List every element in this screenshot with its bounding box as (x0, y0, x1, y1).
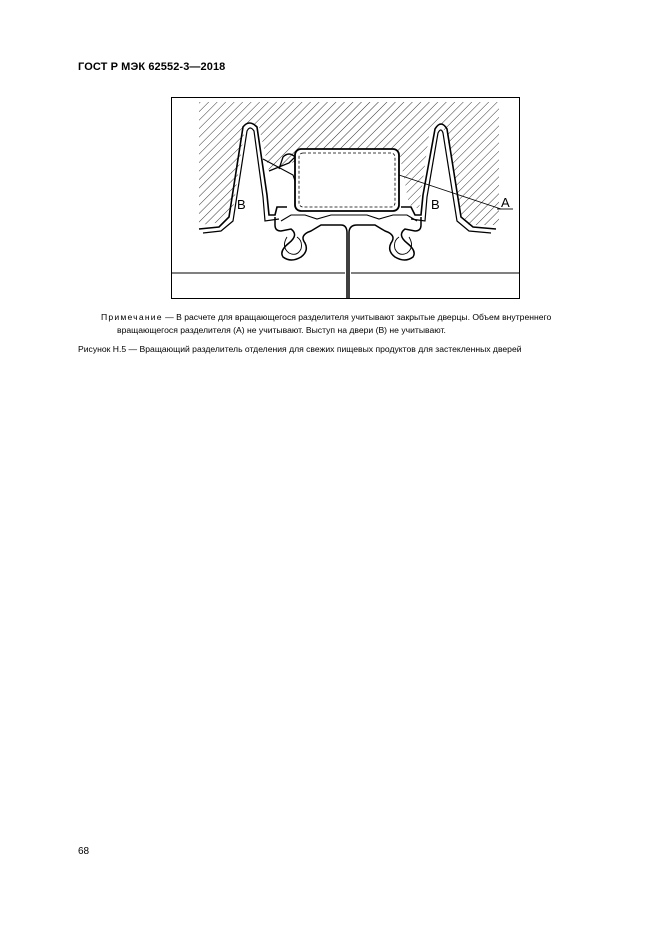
note-text-part1: — В расчете для вращающегося разделителя учитывают закрытые дверцы. Объем внутреннего (162, 312, 552, 322)
label-b-left: В (237, 197, 246, 212)
note-text-part2: вращающегося разделителя (А) не учитывают. Выступ на двери (В) не учитывают. (117, 324, 446, 335)
mullion-cross-section (171, 97, 520, 299)
figure-drawing (171, 97, 520, 299)
page-number: 68 (78, 846, 90, 857)
label-b-right: В (431, 197, 440, 212)
note-lead: Примечание (101, 312, 163, 322)
label-a: А (501, 195, 510, 210)
document-header: ГОСТ Р МЭК 62552-3—2018 (78, 61, 226, 73)
figure-note (101, 311, 591, 336)
figure-caption: Рисунок Н.5 — Вращающий разделитель отделения для свежих пищевых продуктов для застекленных дверей (78, 344, 522, 354)
